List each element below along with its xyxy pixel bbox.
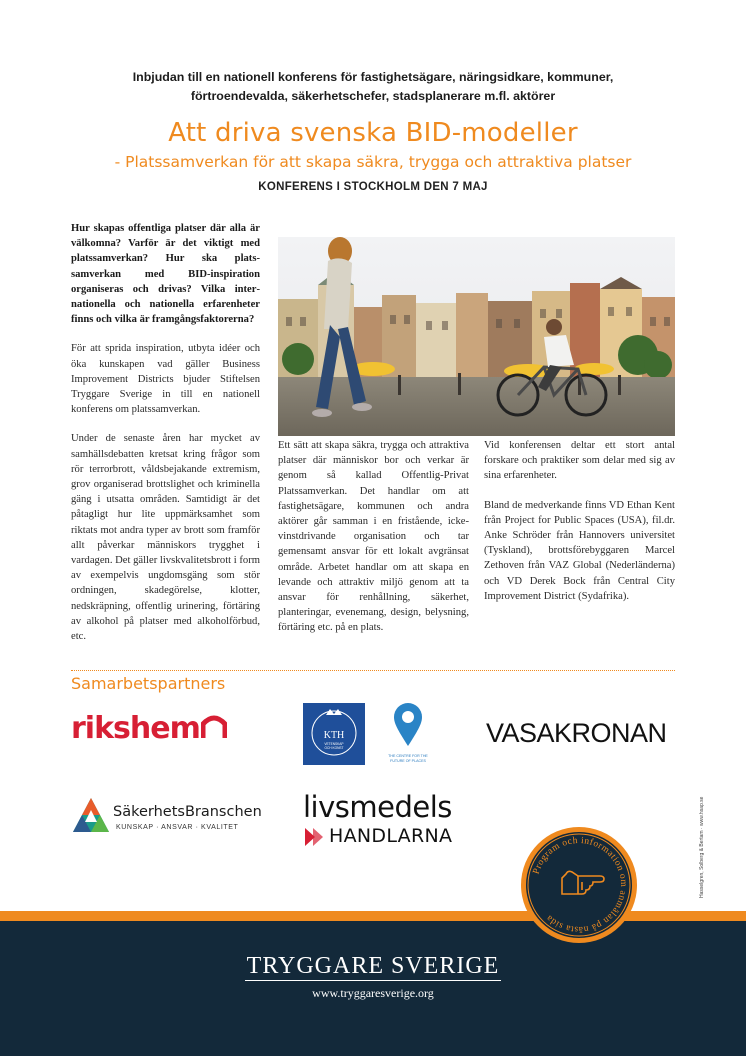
centre-future-of-places-logo: [380, 703, 436, 765]
sakerhet-tagline: KUNSKAP · ANSVAR · KVALITET: [116, 824, 239, 831]
rikshem-wordmark: rikshem: [71, 711, 200, 746]
paragraph-speakers: Bland de medverkande finns VD Ethan Kent från Project for Public Spaces (USA), fil.dr. Anke Schröder från Hannovers universitet (Tyskland), brottsförebyggaren Marcel Zethoven från VAZ Global (Nederländerna) och VD Derek Bock från Central City Improvement District (Sydafrika).: [484, 499, 675, 602]
centre-name: [380, 754, 436, 764]
rikshem-logo: [71, 711, 227, 746]
next-page-badge-graphic: [520, 826, 638, 944]
kth-crest-icon: [303, 703, 365, 765]
footer-brand: TRYGGARE SVERIGE: [246, 953, 500, 979]
sakerhet-name: SäkerhetsBranschen: [113, 804, 262, 820]
street-photo-illustration: [278, 237, 675, 436]
intro-line-1: Inbjudan till en nationell konferens för fastighetsägare, näringsidkare, kommuner,: [132, 70, 614, 84]
partners-heading: Samarbetspartners: [71, 674, 226, 693]
text-column-1: [71, 221, 260, 658]
sakerhet-triangle-icon: [71, 796, 111, 836]
next-page-badge[interactable]: [520, 826, 638, 944]
livs-arrow-icon: [305, 828, 325, 846]
footer-website: www.tryggaresverige.org: [312, 986, 434, 1000]
sakerhetsbranschen-logo: [71, 796, 271, 840]
page-title: Att driva svenska BID-modeller: [168, 118, 578, 148]
section-divider: [71, 670, 675, 671]
footer-brand-rule: [245, 980, 501, 981]
page-subtitle: - Platssamverkan för att skapa säkra, trygga och attraktiva platser: [114, 153, 632, 171]
map-pin-icon: [393, 703, 423, 747]
centre-name-line-2: FUTURE OF PLACES: [390, 759, 426, 763]
rikshem-roof-icon: [201, 712, 227, 740]
conference-date: KONFERENS I STOCKHOLM DEN 7 MAJ: [258, 181, 488, 193]
badge-text: Program och information om anmälan på nästa sida: [531, 835, 629, 935]
paragraph-researchers: Vid konferensen deltar ett stort antal forskare och praktiker som delar med sig av sina erfarenheter.: [484, 440, 675, 482]
livsmedelshandlarna-logo: [303, 790, 473, 846]
kth-motto-2: OCH KONST: [324, 746, 344, 750]
lead-paragraph: Hur skapas offentliga platser där alla är välkomna? Varför är det viktigt med platssamverkan? Hur ska platssamverkan med BID-inspiration organiseras och drivas? Vilka internationella och nationella erfarenheter finns och vilka är framgångsfaktorerna?: [71, 223, 260, 326]
centre-name-line-1: THE CENTRE FOR THE: [388, 754, 428, 758]
livs-wordmark-1: livsmedels: [303, 790, 452, 824]
livs-wordmark-2: HANDLARNA: [329, 825, 453, 847]
photo-credit: [699, 748, 709, 898]
kth-motto-1: VETENSKAP: [324, 742, 344, 746]
paragraph-platssamverkan: Ett sätt att skapa säkra, trygga och attraktiva platser där människor bor och verkar är genom så kallad Offentlig-Privat Platssamverkan. Det handlar om att fastighetsägare, kommunen och andra aktörer går samman i en fristående, icke-vinstdrivande organisation och tar gemensamt ansvar för ett lokalt avgränsat område. Arbetet handlar om att skapa en levande och attraktiv miljö genom att ta ansvar för renhållning, säkerhet, planteringar, evenemang, design, belysning, förtäring etc. på en plats.: [278, 440, 469, 634]
text-column-2: [278, 438, 469, 650]
street-photo: [278, 237, 675, 436]
kth-logo: [303, 703, 365, 765]
credit-text: Hasselgren, Solberg & Bertam · www.hsap.se: [699, 796, 705, 898]
invitation-intro: [60, 68, 686, 106]
text-column-3: [484, 438, 675, 618]
intro-line-2: förtroendevalda, säkerhetschefer, stadsplanerare m.fl. aktörer: [190, 89, 556, 103]
kth-letters: KTH: [323, 730, 345, 741]
vasakronan-logo: VASAKRONAN: [486, 718, 667, 748]
paragraph-debate: Under de senaste åren har mycket av samhällsdebatten kretsat kring frågor som rör terrorbrott, våldsbejakande extremism, grov organiserad brottslighet och kriminella gäng i utsatta områden. Samtidigt är det påtagligt hur lite uppmärksamhet som riktats mot andra typer av brott som framför allt påverkar människors trygghet i vardagen. Det gäller livskvalitetsbrott i form av exempelvis ungdomsgäng som stör ordningen, skadegörelse, klotter, nedskräpning, offentlig urinering, förtäring av alkohol på platser med alkoholförbud, etc.: [71, 433, 260, 643]
paragraph-inspiration: För att sprida inspiration, utbyta idéer och öka kunskapen vad gäller Business Improvement Districts bjuder Stiftelsen Tryggare Sverige in till en nationell konferens om platssamverkan.: [71, 343, 260, 416]
